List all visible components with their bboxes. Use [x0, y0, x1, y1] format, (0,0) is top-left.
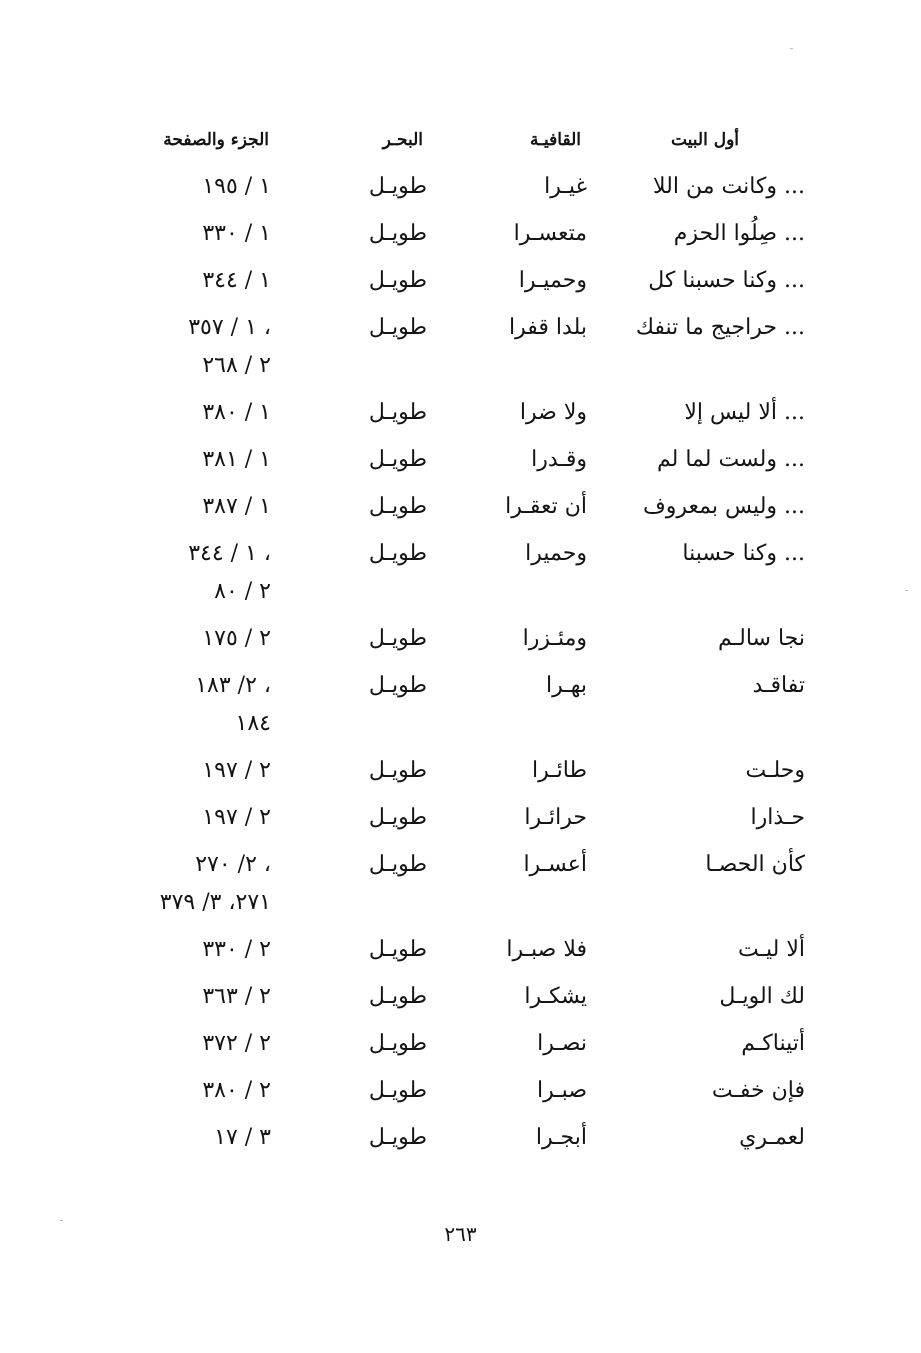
meter-cell: طويـل — [368, 541, 427, 566]
table-row — [0, 394, 921, 441]
meter-cell: طويـل — [368, 984, 427, 1009]
ref-line-1: ١ / ٣٨٧ — [202, 494, 271, 519]
rhyme-cell: بلدا قفرا — [509, 315, 587, 340]
meter-cell: طويـل — [368, 758, 427, 783]
rhyme-cell: يشكـرا — [524, 984, 587, 1009]
header-rhyme: القافيـة — [529, 130, 581, 150]
rhyme-cell: وحميرا — [525, 541, 587, 566]
ref-line-2: ٢ / ٨٠ — [214, 579, 271, 604]
verse-start-cell: كأن الحصـا — [705, 852, 805, 877]
table-row — [0, 846, 921, 931]
ref-line-1: ١ / ٣٨١ — [202, 447, 271, 472]
meter-cell: طويـل — [368, 174, 427, 199]
volume-page-cell — [214, 1119, 271, 1157]
volume-page-cell — [188, 309, 271, 385]
verse-start-cell: فإن خفـت — [711, 1078, 805, 1103]
table-row — [0, 1119, 921, 1166]
rhyme-cell: بهـرا — [546, 673, 587, 698]
verse-start-cell: وليس بمعروف ... — [642, 494, 805, 519]
header-volume-page: الجزء والصفحة — [163, 130, 269, 150]
verse-start-cell: لك الويـل — [719, 984, 805, 1009]
volume-page-cell — [202, 752, 271, 790]
rhyme-cell: متعسـرا — [513, 221, 587, 246]
ref-line-1: ٢ / ٣٣٠ — [202, 937, 271, 962]
ref-line-1: ٣ / ١٧ — [214, 1125, 271, 1150]
table-row — [0, 667, 921, 752]
meter-cell: طويـل — [368, 315, 427, 340]
ref-line-1: ١ / ١٩٥ — [202, 174, 271, 199]
ref-line-1: ٢/ ١٨٣ ، — [195, 673, 271, 698]
ref-line-2: ١٨٤ — [235, 711, 271, 736]
meter-cell: طويـل — [368, 268, 427, 293]
volume-page-cell — [202, 1072, 271, 1110]
meter-cell: طويـل — [368, 1031, 427, 1056]
meter-cell: طويـل — [368, 1125, 427, 1150]
meter-cell: طويـل — [368, 400, 427, 425]
rhyme-cell: طائـرا — [531, 758, 587, 783]
meter-cell: طويـل — [368, 447, 427, 472]
table-row — [0, 752, 921, 799]
ref-line-1: ٢ / ٣٨٠ — [202, 1078, 271, 1103]
rhyme-cell: أبجـرا — [535, 1125, 587, 1150]
table-row — [0, 931, 921, 978]
volume-page-cell — [202, 931, 271, 969]
meter-cell: طويـل — [368, 805, 427, 830]
table-row — [0, 978, 921, 1025]
rhyme-cell: أعسـرا — [523, 852, 587, 877]
header-meter: البحـر — [382, 130, 423, 150]
ref-line-1: ١ / ٣٤٤ — [202, 268, 271, 293]
table-row — [0, 309, 921, 394]
table-row — [0, 168, 921, 215]
rhyme-cell: غيـرا — [544, 174, 587, 199]
volume-page-cell — [188, 535, 271, 611]
verse-start-cell: ألا ليـت — [737, 937, 805, 962]
verse-start-cell: وكنا حسبنا ... — [682, 541, 805, 566]
meter-cell: طويـل — [368, 852, 427, 877]
table-header — [0, 130, 921, 160]
ref-line-1: ٢ / ١٩٧ — [202, 758, 271, 783]
rhyme-cell: حرائـرا — [524, 805, 587, 830]
volume-page-cell — [202, 799, 271, 837]
volume-page-cell — [202, 262, 271, 300]
ref-line-1: ١ / ٣٨٠ — [202, 400, 271, 425]
volume-page-cell — [202, 394, 271, 432]
table-row — [0, 441, 921, 488]
verse-start-cell: ولست لما لم ... — [657, 447, 805, 472]
rhyme-cell: وقـدرا — [531, 447, 587, 472]
ref-line-2: ٢ / ٢٦٨ — [202, 353, 271, 378]
verse-start-cell: لعمـري — [739, 1125, 805, 1150]
scan-speck — [60, 1220, 63, 1221]
rhyme-cell: أن تعقـرا — [505, 494, 587, 519]
page-number: ٢٦٣ — [444, 1222, 477, 1246]
volume-page-cell — [160, 846, 271, 922]
ref-line-1: ٢ / ١٧٥ — [202, 626, 271, 651]
table-row — [0, 620, 921, 667]
ref-line-2: ٢٧١، ٣/ ٣٧٩ — [159, 890, 271, 915]
ref-line-1: ١ / ٣٤٤ ، — [188, 541, 271, 566]
table-row — [0, 262, 921, 309]
meter-cell: طويـل — [368, 673, 427, 698]
volume-page-cell — [202, 168, 271, 206]
ref-line-1: ٢/ ٢٧٠ ، — [195, 852, 271, 877]
verse-start-cell: حراجيج ما تنفك ... — [635, 315, 805, 340]
scan-speck — [905, 590, 908, 591]
table-row — [0, 535, 921, 620]
table-row — [0, 215, 921, 262]
volume-page-cell — [202, 978, 271, 1016]
table-row — [0, 1072, 921, 1119]
table-row — [0, 1025, 921, 1072]
meter-cell: طويـل — [368, 221, 427, 246]
ref-line-1: ١ / ٣٥٧ ، — [188, 315, 271, 340]
scan-speck — [790, 48, 793, 49]
meter-cell: طويـل — [368, 937, 427, 962]
volume-page-cell — [202, 215, 271, 253]
rhyme-cell: صبـرا — [536, 1078, 587, 1103]
verse-start-cell: حـذارا — [750, 805, 805, 830]
rhyme-cell: ومئـزرا — [522, 626, 587, 651]
volume-page-cell — [202, 620, 271, 658]
rhyme-cell: نصـرا — [537, 1031, 587, 1056]
verse-start-cell: تفاقـد — [752, 673, 805, 698]
verse-index-table — [0, 168, 921, 1166]
verse-start-cell: نجا سالـم — [718, 626, 805, 651]
verse-start-cell: ألا ليس إلا ... — [684, 400, 805, 425]
verse-start-cell: وكانت من اللا ... — [653, 174, 805, 199]
verse-start-cell: صِلُوا الحزم ... — [673, 221, 805, 246]
verse-start-cell: وحلـت — [745, 758, 805, 783]
rhyme-cell: وحميـرا — [518, 268, 587, 293]
ref-line-1: ٢ / ١٩٧ — [202, 805, 271, 830]
rhyme-cell: فلا صبـرا — [506, 937, 587, 962]
rhyme-cell: ولا ضرا — [519, 400, 587, 425]
table-row — [0, 488, 921, 535]
header-verse-start: أول البيت — [670, 130, 739, 150]
ref-line-1: ١ / ٣٣٠ — [202, 221, 271, 246]
meter-cell: طويـل — [368, 494, 427, 519]
ref-line-1: ٢ / ٣٦٣ — [202, 984, 271, 1009]
meter-cell: طويـل — [368, 1078, 427, 1103]
meter-cell: طويـل — [368, 626, 427, 651]
ref-line-1: ٢ / ٣٧٢ — [202, 1031, 271, 1056]
verse-start-cell: وكنا حسبنا كل ... — [648, 268, 805, 293]
volume-page-cell — [195, 667, 271, 743]
table-row — [0, 799, 921, 846]
volume-page-cell — [202, 441, 271, 479]
volume-page-cell — [202, 488, 271, 526]
volume-page-cell — [202, 1025, 271, 1063]
verse-start-cell: أتيناكـم — [741, 1031, 805, 1056]
